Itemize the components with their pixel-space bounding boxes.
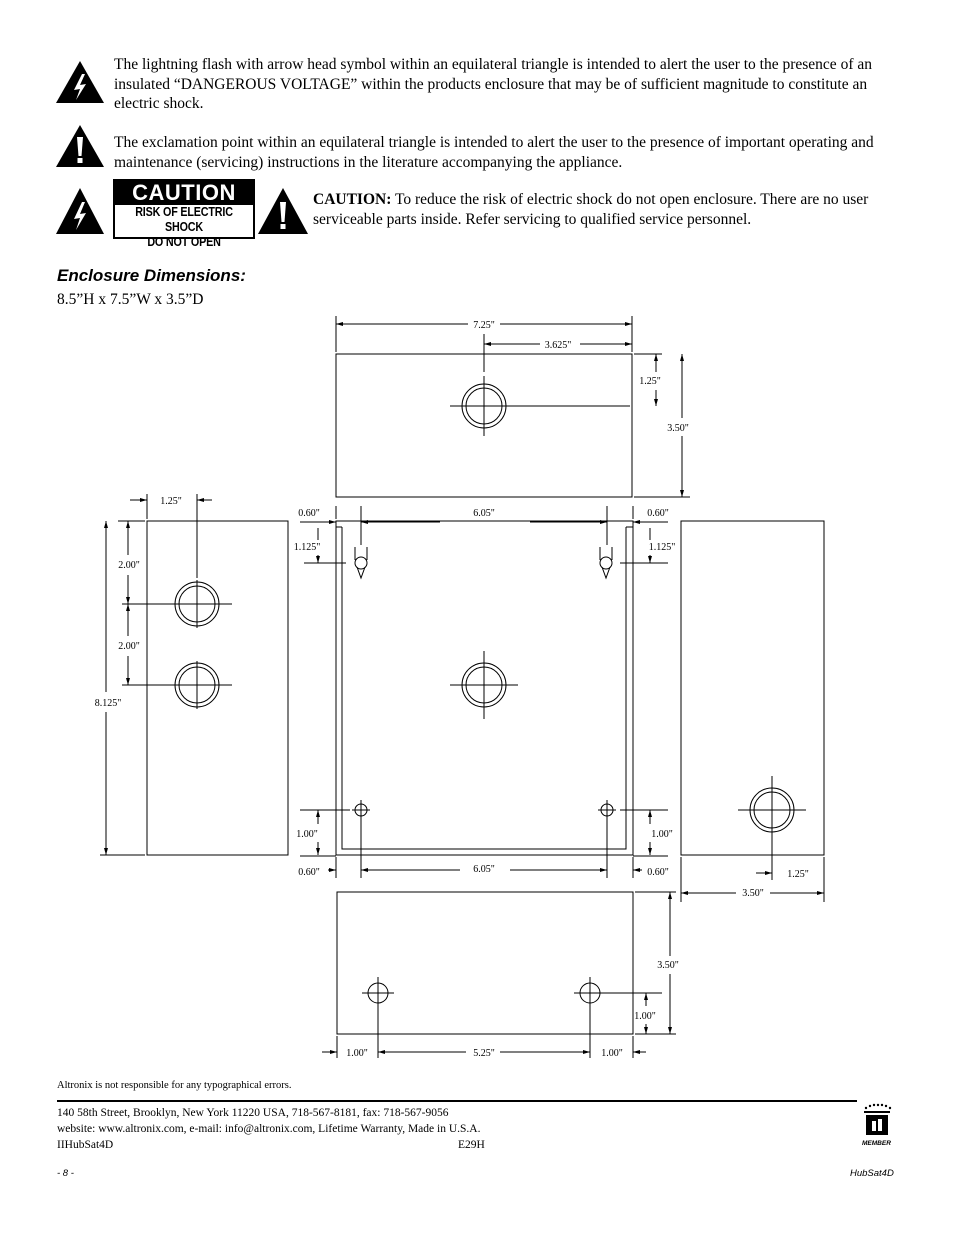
dim-front-left-top: 0.60" [298,508,320,519]
exclamation-warning-text: The exclamation point within an equilateral triangle is intended to alert the user to the presence of important operating and maintenance (servicing) instructions in the literature accompanying the appliance. [114,134,874,171]
caution-body: To reduce the risk of electric shock do not open enclosure. There are no user serviceable parts inside. Refer servicing to qualified service personnel. [313,191,869,228]
footer-address: 140 58th Street, Brooklyn, New York 11220 USA, 718-567-8181, fax: 718-567-9056 [57,1107,449,1119]
caution-heading: CAUTION [115,181,253,205]
dim-top-hole: 1.25" [639,376,661,387]
footer-rule [57,1100,857,1102]
dim-front-left-bottom: 0.60" [298,867,320,878]
dim-top-depth: 3.50" [667,423,689,434]
dim-right-hole-offset: 1.25" [787,869,809,880]
dim-top-width: 7.25" [473,320,495,331]
dim-bottom-left: 1.00" [346,1048,368,1059]
dim-left-hole1: 2.00" [118,560,140,571]
dim-front-bottom-left: 1.00" [296,829,318,840]
enclosure-size: 8.5”H x 7.5”W x 3.5”D [57,291,204,308]
dim-bottom-right: 1.00" [601,1048,623,1059]
page-number: - 8 - [57,1168,74,1179]
caution-title: CAUTION: [313,191,392,208]
dim-left-hole2: 2.00" [118,641,140,652]
dim-bottom-depth: 3.50" [657,960,679,971]
member-badge-icon [860,1103,894,1139]
bottom-view-panel [337,892,633,1034]
right-side-panel [681,521,824,855]
disclaimer: Altronix is not responsible for any typographical errors. [57,1080,292,1091]
lightning-warning-text: The lightning flash with arrow head symbol within an equilateral triangle is intended to alert the user to the presence of an insulated “DANGEROUS VOLTAGE” within the products enclosure that may be of sufficient magnitude to constitute an electric shock. [114,56,872,112]
dim-front-bottom-right: 1.00" [651,829,673,840]
dim-front-span-bottom: 6.05" [473,864,495,875]
dim-front-right-bottom: 0.60" [647,867,669,878]
dim-left-height: 8.125" [94,698,122,709]
dim-keyhole-left: 1.125" [293,542,321,553]
dim-bottom-span: 5.25" [473,1048,495,1059]
caution-line-1: RISK OF ELECTRIC SHOCK [135,205,233,234]
member-label: MEMBER [862,1140,891,1147]
left-side-panel [147,521,288,855]
product-name: HubSat4D [850,1168,894,1179]
dim-right-depth: 3.50" [742,888,764,899]
footer-model: IIHubSat4D [57,1139,114,1151]
footer-website: website: www.altronix.com, e-mail: info@altronix.com, Lifetime Warranty, Made in U.S.A. [57,1123,481,1135]
dim-top-half: 3.625" [544,340,572,351]
dim-bottom-hole: 1.00" [634,1011,656,1022]
section-title: Enclosure Dimensions: [57,266,246,285]
dim-front-span-top: 6.05" [473,508,495,519]
caution-line-2: DO NOT OPEN [147,235,221,249]
dim-keyhole-right: 1.125" [648,542,676,553]
footer-code: E29H [458,1139,485,1151]
dim-left-hole-offset: 1.25" [160,496,182,507]
dim-front-right-top: 0.60" [647,508,669,519]
